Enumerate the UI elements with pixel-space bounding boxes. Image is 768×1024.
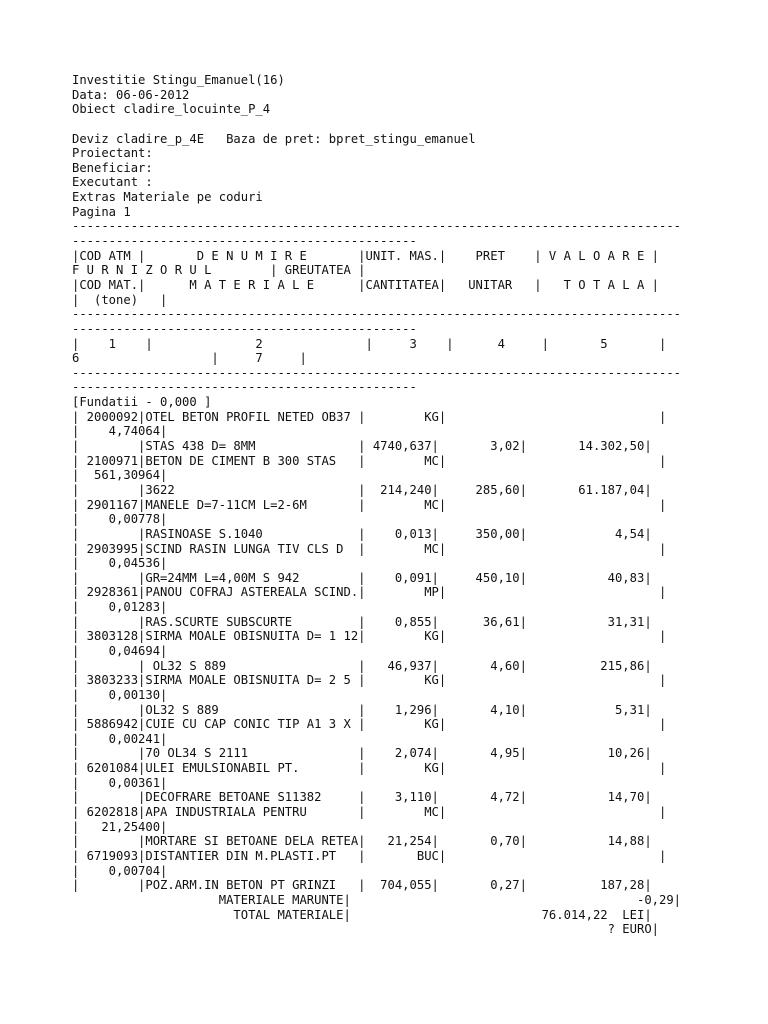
total-euro-line: ? EURO| xyxy=(72,922,659,937)
table-row-line: | 2928361|PANOU COFRAJ ASTEREALA SCIND.| MP| | xyxy=(72,585,667,600)
table-row-line: | 1 | 2 | 3 | 4 | 5 | xyxy=(72,336,667,351)
table-row-line: | |POZ.ARM.IN BETON PT GRINZI | 704,055| 0,27| 187,28| xyxy=(72,878,652,893)
table-row-line: | | OL32 S 889 | 46,937| 4,60| 215,86| xyxy=(72,658,652,673)
separator-line: ----------------------------------------------------------------------------------- xyxy=(72,307,682,322)
estimate-header: Deviz cladire_p_4E Baza de pret: bpret_stingu_emanuel xyxy=(72,131,476,146)
total-materials-line: TOTAL MATERIALE| 76.014,22 LEI| xyxy=(72,907,652,922)
table-row-line: | 0,00241| xyxy=(72,731,168,746)
table-row-line: Executant : xyxy=(72,175,153,190)
object-name: Obiect cladire_locuinte_P_4 xyxy=(72,102,271,117)
table-row-line: | 4,74064| xyxy=(72,424,168,439)
table-row-line: | 0,04694| xyxy=(72,643,168,658)
table-row-line: | |GR=24MM L=4,00M S 942 | 0,091| 450,10| 40,83| xyxy=(72,570,652,585)
table-row-line: | 6202818|APA INDUSTRIALA PENTRU | MC| | xyxy=(72,805,667,820)
table-row-line: | 0,00361| xyxy=(72,775,168,790)
table-row-line: Proiectant: xyxy=(72,146,153,161)
small-materials-line: MATERIALE MARUNTE| -0,29| xyxy=(72,892,682,907)
table-row-line: | |STAS 438 D= 8MM | 4740,637| 3,02| 14.302,50| xyxy=(72,439,652,454)
table-row-line: | 0,00704| xyxy=(72,863,168,878)
table-row-line: | |70 OL34 S 2111 | 2,074| 4,95| 10,26| xyxy=(72,746,652,761)
table-row-line: | |DECOFRARE BETOANE S11382 | 3,110| 4,72| 14,70| xyxy=(72,790,652,805)
section-heading: [Fundatii - 0,000 ] xyxy=(72,395,212,410)
document-page xyxy=(72,73,762,937)
document-body xyxy=(72,73,762,937)
table-row-line: | 5886942|CUIE CU CAP CONIC TIP A1 3 X | KG| | xyxy=(72,717,667,732)
blank-line xyxy=(72,117,762,132)
separator-line: ----------------------------------------------- xyxy=(72,234,417,249)
table-row-line: | |3622 | 214,240| 285,60| 61.187,04| xyxy=(72,482,652,497)
report-title: Extras Materiale pe coduri xyxy=(72,190,263,205)
table-row-line: | |MORTARE SI BETOANE DELA RETEA| 21,254| 0,70| 14,88| xyxy=(72,834,652,849)
separator-line: ----------------------------------------------- xyxy=(72,321,417,336)
table-row-line: | 3803233|SIRMA MOALE OBISNUITA D= 2 5 | KG| | xyxy=(72,673,667,688)
document-date: Data: 06-06-2012 xyxy=(72,87,190,102)
page-number: Pagina 1 xyxy=(72,204,131,219)
investment-title: Investitie Stingu_Emanuel(16) xyxy=(72,73,285,87)
table-row-line: | 2100971|BETON DE CIMENT B 300 STAS | MC| | xyxy=(72,453,667,468)
table-row-line: | 2000092|OTEL BETON PROFIL NETED OB37 | KG| | xyxy=(72,409,667,424)
table-row-line: | 21,25400| xyxy=(72,819,168,834)
table-header-line: |COD ATM | D E N U M I R E |UNIT. MAS.| PRET | V A L O A R E | xyxy=(72,248,659,263)
table-row-line: | |OL32 S 889 | 1,296| 4,10| 5,31| xyxy=(72,702,652,717)
table-row-line: | 0,01283| xyxy=(72,600,168,615)
table-row-line: | |RAS.SCURTE SUBSCURTE | 0,855| 36,61| 31,31| xyxy=(72,614,652,629)
table-row-line: | 0,00130| xyxy=(72,687,168,702)
table-row-line: Beneficiar: xyxy=(72,160,153,175)
separator-line: ----------------------------------------------------------------------------------- xyxy=(72,219,682,234)
table-row-line: | 561,30964| xyxy=(72,468,168,483)
table-row-line: | 2903995|SCIND RASIN LUNGA TIV CLS D | MC| | xyxy=(72,541,667,556)
table-row-line: | 3803128|SIRMA MOALE OBISNUITA D= 1 12| KG| | xyxy=(72,629,667,644)
table-row-line: | 2901167|MANELE D=7-11CM L=2-6M | MC| | xyxy=(72,497,667,512)
table-row-line: | 0,00778| xyxy=(72,512,168,527)
separator-line: ----------------------------------------------------------------------------------- xyxy=(72,365,682,380)
table-row-line: | 6201084|ULEI EMULSIONABIL PT. | KG| | xyxy=(72,761,667,776)
table-header-line: F U R N I Z O R U L | GREUTATEA | xyxy=(72,263,366,278)
table-header-line: | (tone) | xyxy=(72,292,168,307)
table-row-line: | 0,04536| xyxy=(72,556,168,571)
table-row-line: | |RASINOASE S.1040 | 0,013| 350,00| 4,54| xyxy=(72,526,652,541)
table-row-line: | 6719093|DISTANTIER DIN M.PLASTI.PT | BUC| | xyxy=(72,848,667,863)
table-header-line: |COD MAT.| M A T E R I A L E |CANTITATEA| UNITAR | T O T A L A | xyxy=(72,277,659,292)
table-row-line: 6 | 7 | xyxy=(72,351,307,366)
separator-line: ----------------------------------------------- xyxy=(72,380,417,395)
